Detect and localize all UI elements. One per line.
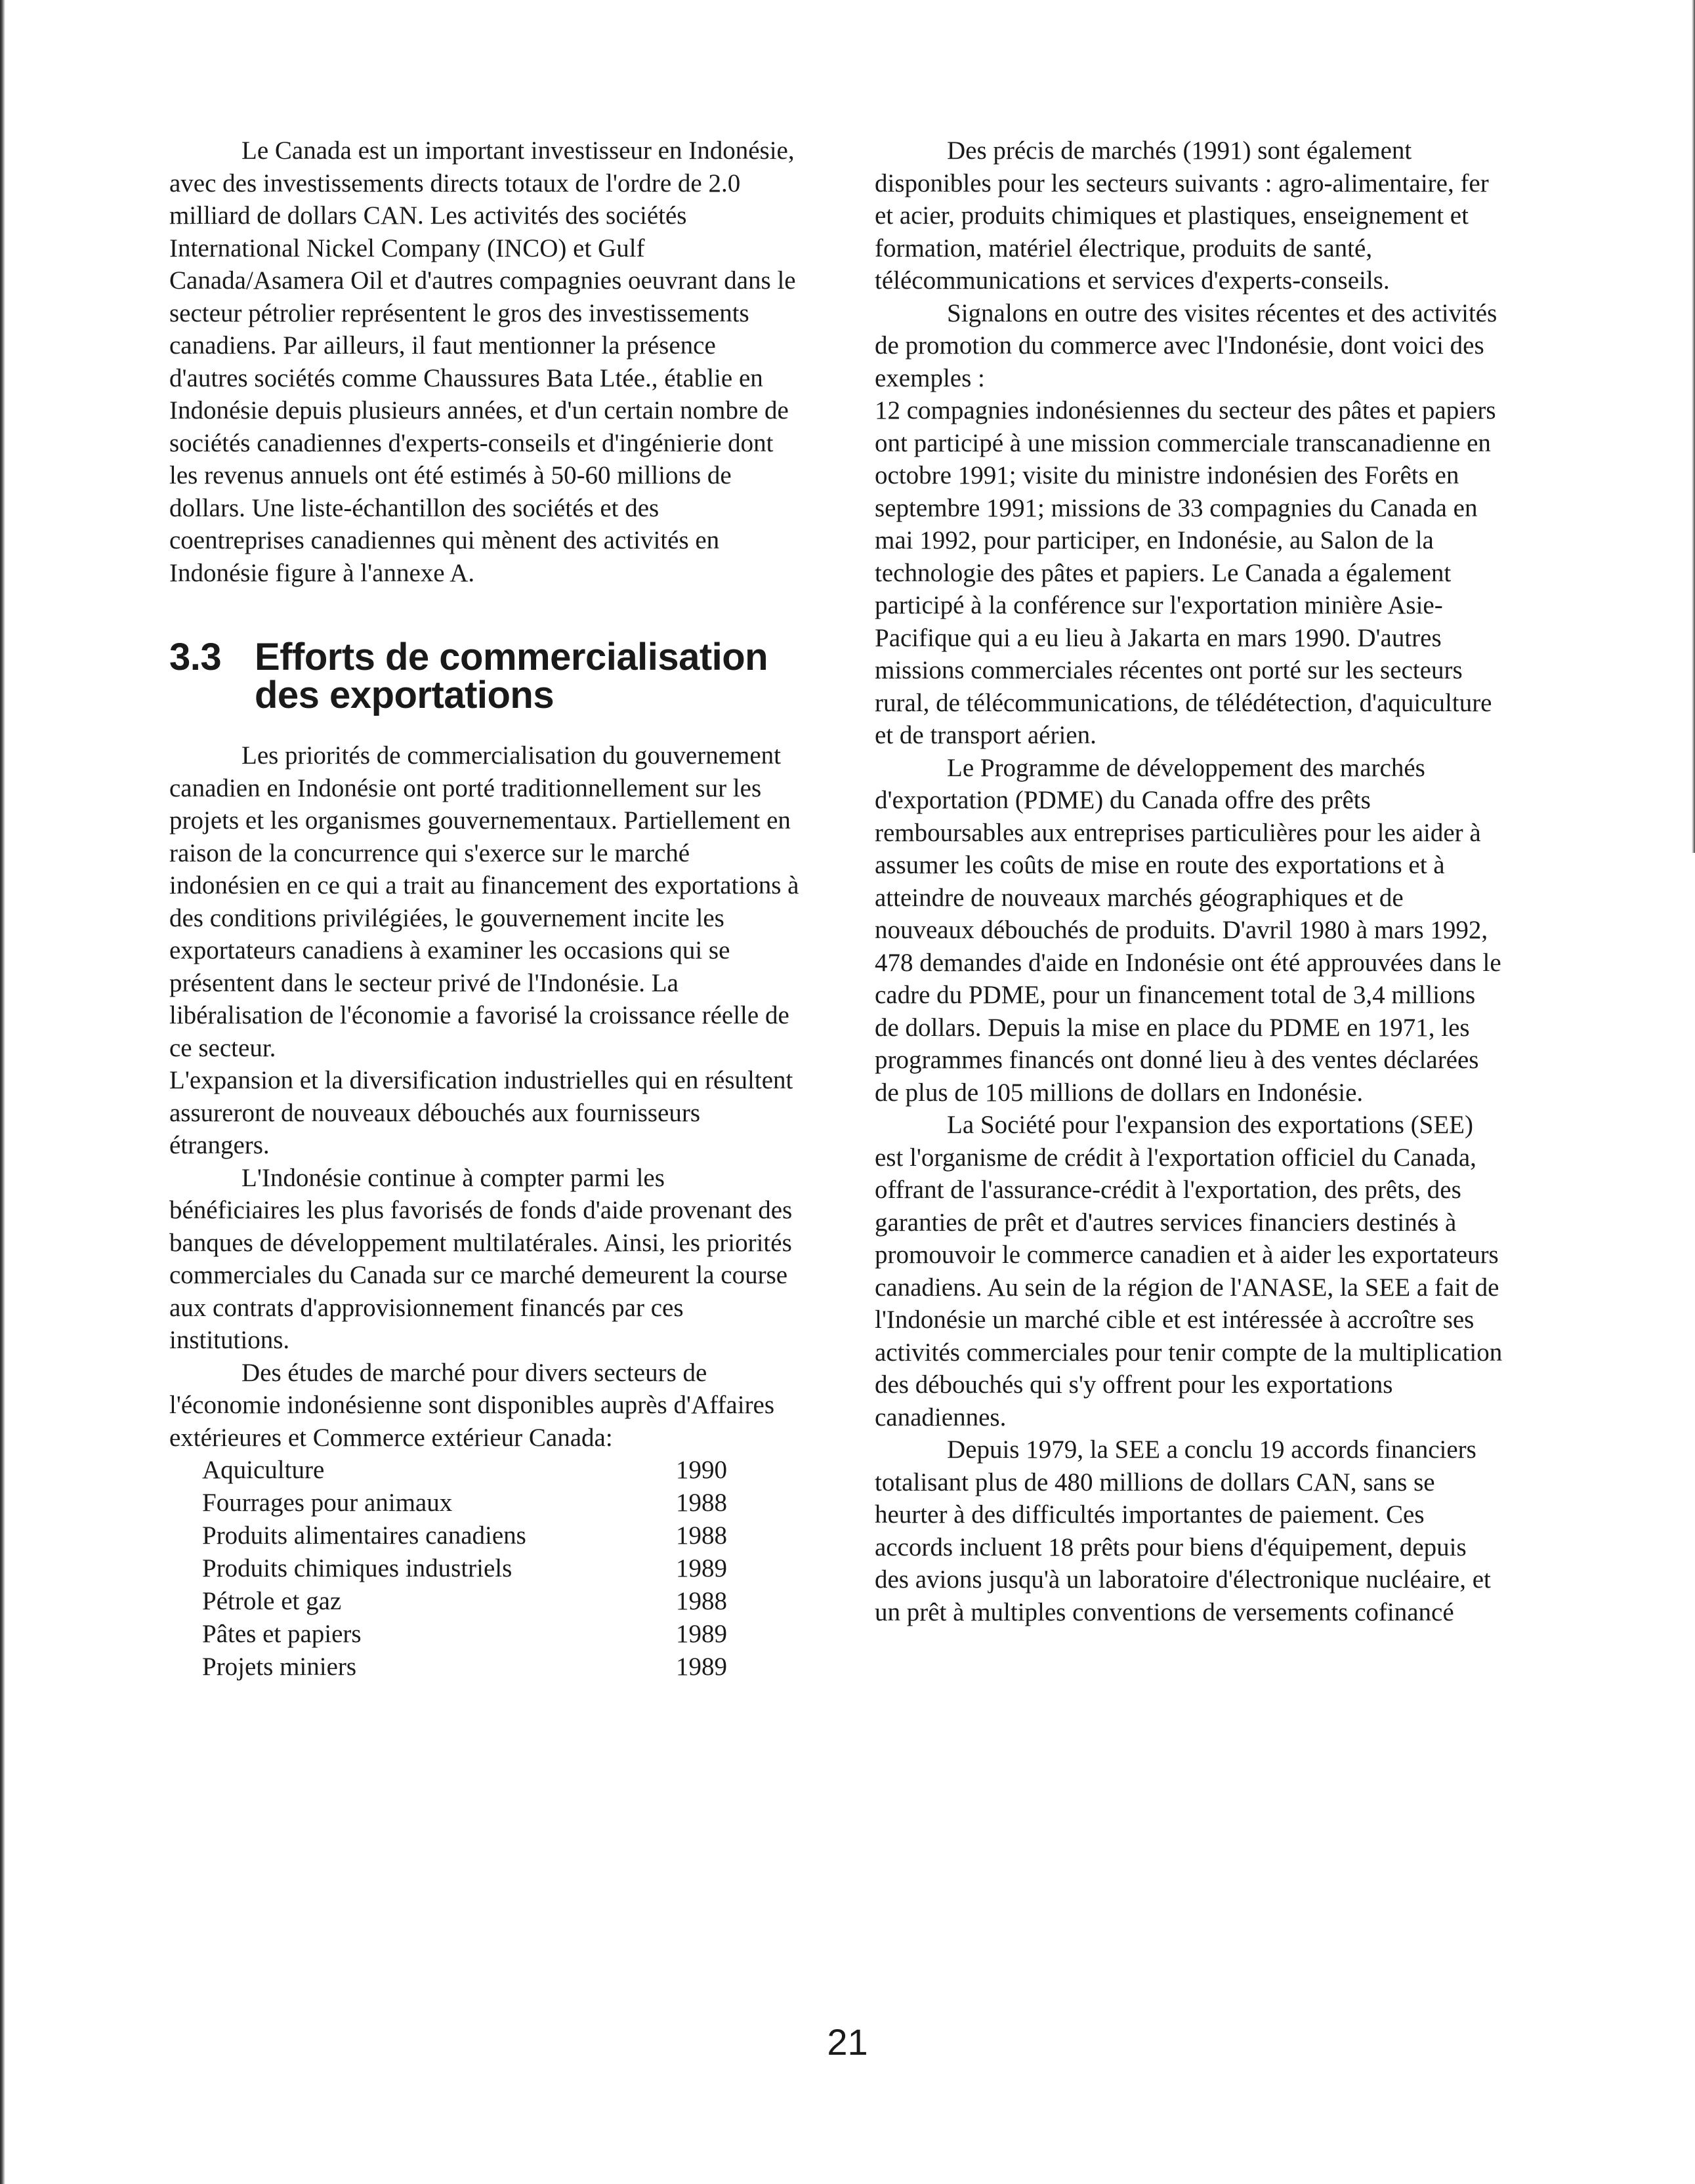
list-item <box>202 1585 727 1618</box>
paragraph-market-briefs: Des précis de marchés (1991) sont également disponibles pour les secteurs suivants : agro-alimentaire, fer et acier, produits chimiques et plastiques, enseignement et formation, matériel électrique, produits de santé, télécommunications et services d'experts-conseils. <box>875 136 1489 295</box>
paragraph-priorities: Les priorités de commercialisation du gouvernement canadien en Indonésie ont porté traditionnellement sur les projets et les organismes gouvernementaux. Partiellement en raison de la concurrence qui s'exerce sur le marché indonésien en ce qui a trait au financement des exportations à des conditions privilégiées, le gouvernement incite les exportateurs canadiens à examiner les occasions qui se présentent dans le secteur privé de l'Indonésie. La libéralisation de l'économie a favorisé la croissance réelle de ce secteur. <box>169 741 799 1062</box>
list-item <box>202 1651 727 1683</box>
study-sector: Pétrole et gaz <box>202 1587 342 1615</box>
scan-edge-left <box>0 0 5 2184</box>
study-year: 1988 <box>676 1587 727 1615</box>
study-year: 1989 <box>676 1653 727 1681</box>
list-item <box>202 1552 727 1585</box>
study-year: 1989 <box>676 1554 727 1582</box>
paragraph-multilateral-aid: L'Indonésie continue à compter parmi les bénéficiaires les plus favorisés de fonds d'aide provenant des banques de développement multilatérales. Ainsi, les priorités commerciales du Canada sur ce marché demeurent la course aux contrats d'approvisionnement financés par ces institutions. <box>169 1163 793 1354</box>
list-item <box>202 1454 727 1487</box>
study-sector: Produits alimentaires canadiens <box>202 1521 526 1550</box>
list-item <box>202 1519 727 1552</box>
paragraph-missions: 12 compagnies indonésiennes du secteur des pâtes et papiers ont participé à une mission commerciale transcanadienne en octobre 1991; visite du ministre indonésien des Forêts en septembre 1991; missions de 33 compagnies du Canada en mai 1992, pour participer, en Indonésie, au Salon de la technologie des pâtes et papiers. Le Canada a également participé à la conférence sur l'exportation minière Asie-Pacifique qui a eu lieu à Jakarta en mars 1990. D'autres missions commerciales récentes ont porté sur les secteurs rural, de télécommunications, de télédétection, d'aquiculture et de transport aérien. <box>875 396 1496 749</box>
study-sector: Produits chimiques industriels <box>202 1554 513 1582</box>
study-sector: Fourrages pour animaux <box>202 1489 453 1517</box>
paragraph-investment: Le Canada est un important investisseur en Indonésie, avec des investissements directs totaux de l'ordre de 2.0 milliard de dollars CAN. Les activités des sociétés International Nickel Company (INCO) et Gulf Canada/Asamera Oil et d'autres compagnies oeuvrant dans le secteur pétrolier représentent le gros des investissements canadiens. Par ailleurs, il faut mentionner la présence d'autres sociétés comme Chaussures Bata Ltée., établie en Indonésie depuis plusieurs années, et d'un certain nombre de sociétés canadiennes d'experts-conseils et d'ingénierie dont les revenus annuels ont été estimés à 50-60 millions de dollars. Une liste-échantillon des sociétés et des coentreprises canadiennes qui mènent des activités en Indonésie figure à l'annexe A. <box>169 136 796 587</box>
left-column <box>169 134 799 1683</box>
paragraph-recent-visits: Signalons en outre des visites récentes et des activités de promotion du commerce avec l'Indonésie, dont voici des exemples : <box>875 299 1497 392</box>
paragraph-pdme: Le Programme de développement des marchés d'exportation (PDME) du Canada offre des prêts remboursables aux entreprises particulières pour les aider à assumer les coûts de mise en route des exportations et à atteindre de nouveaux marchés géographiques et de nouveaux débouchés de produits. D'avril 1980 à mars 1992, 478 demandes d'aide en Indonésie ont été approuvées dans le cadre du PDME, pour un financement total de 3,4 millions de dollars. Depuis la mise en place du PDME en 1971, les programmes financés ont donné lieu à des ventes déclarées de plus de 105 millions de dollars en Indonésie. <box>875 753 1501 1107</box>
study-year: 1990 <box>676 1456 727 1484</box>
paragraph-see-agreements: Depuis 1979, la SEE a conclu 19 accords financiers totalisant plus de 480 millions de dollars CAN, sans se heurter à des difficultés importantes de paiement. Ces accords incluent 18 prêts pour biens d'équipement, depuis des avions jusqu'à un laboratoire d'électronique nucléaire, et un prêt à multiples conventions de versements cofinancé <box>875 1435 1491 1626</box>
market-studies-list <box>202 1454 799 1683</box>
paragraph-market-studies: Des études de marché pour divers secteurs de l'économie indonésienne sont disponibles auprès d'Affaires extérieures et Commerce extérieur Canada: <box>169 1358 775 1452</box>
paragraph-expansion: L'expansion et la diversification industrielles qui en résultent assureront de nouveaux débouchés aux fournisseurs étrangers. <box>169 1066 793 1159</box>
study-sector: Projets miniers <box>202 1653 357 1681</box>
study-year: 1988 <box>676 1489 727 1517</box>
study-year: 1988 <box>676 1521 727 1550</box>
list-item <box>202 1487 727 1519</box>
section-number: 3.3 <box>169 636 222 678</box>
study-year: 1989 <box>676 1620 727 1648</box>
paragraph-see: La Société pour l'expansion des exportations (SEE) est l'organisme de crédit à l'exportation officiel du Canada, offrant de l'assurance-crédit à l'exportation, des prêts, des garanties de prêt et d'autres services financiers destinés à promouvoir le commerce canadien et à aider les exportateurs canadiens. Au sein de la région de l'ANASE, la SEE a fait de l'Indonésie un marché cible et est intéressée à accroître ses activités commerciales pour tenir compte de la multiplication des débouchés qui s'y offrent pour les exportations canadiennes. <box>875 1111 1503 1432</box>
section-heading <box>169 638 799 714</box>
study-sector: Aquiculture <box>202 1456 325 1484</box>
page-number: 21 <box>827 2021 868 2063</box>
scan-edge-right <box>1692 0 1695 853</box>
section-title: Efforts de commercialisation des exportations <box>255 636 768 716</box>
study-sector: Pâtes et papiers <box>202 1620 362 1648</box>
right-column <box>875 134 1505 1628</box>
list-item <box>202 1618 727 1651</box>
